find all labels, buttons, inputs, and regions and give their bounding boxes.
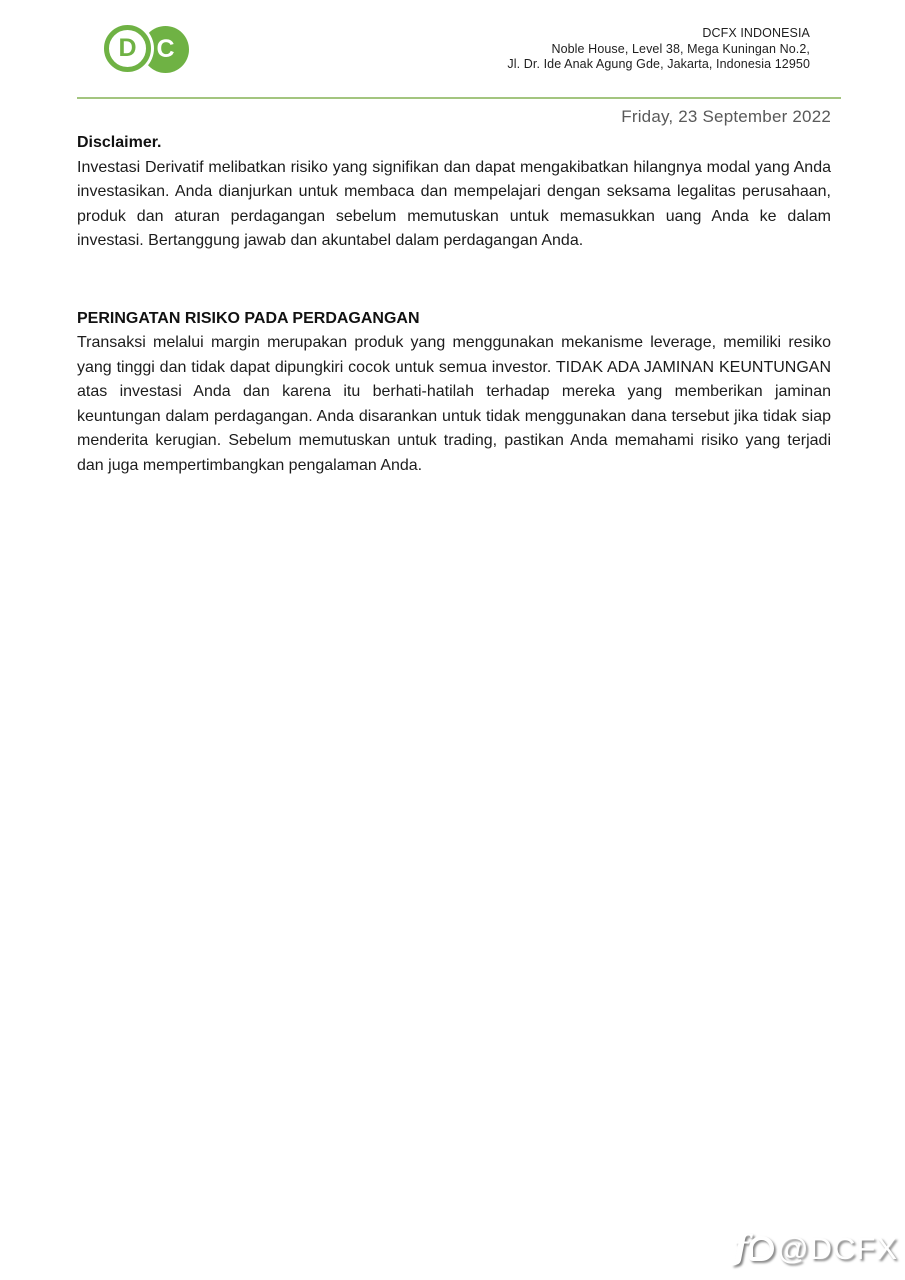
header-divider: [77, 97, 841, 99]
risk-warning-paragraph: Transaksi melalui margin merupakan produk yang menggunakan mekanisme leverage, memiliki resiko yang tinggi dan tidak dapat dipungkiri cocok untuk semua investor. TIDAK ADA JAMINAN KEUNTUNGAN atas investasi Anda dan karena itu berhati-hatilah terhadap mereka yang memberikan jaminan keuntungan dalam perdagangan. Anda disarankan untuk tidak menggunakan dana tersebut jika tidak siap menderita kerugian. Sebelum memutuskan untuk trading, pastikan Anda memahami risiko yang terjadi dan juga mempertimbangkan pengalaman Anda.: [77, 334, 831, 474]
disclaimer-heading: Disclaimer.: [77, 134, 162, 151]
disclaimer-paragraph: Investasi Derivatif melibatkan risiko yang signifikan dan dapat mengakibatkan hilangnya modal yang Anda investasikan. Anda dianjurkan untuk membaca dan mempelajari dengan seksama legalitas perusahaan, produk dan aturan perdagangan sebelum memutuskan untuk memasukkan uang Anda ke dalam investasi. Bertanggung jawab dan akuntabel dalam perdagangan Anda.: [77, 158, 831, 249]
company-address-block: [507, 26, 810, 73]
address-line-2: Jl. Dr. Ide Anak Agung Gde, Jakarta, Indonesia 12950: [507, 57, 810, 71]
address-line-1: Noble House, Level 38, Mega Kuningan No.2,: [551, 41, 810, 56]
document-body: [0, 106, 905, 478]
logo-d-circle: [104, 25, 151, 72]
watermark-handle: @DCFX: [777, 1230, 898, 1266]
facebook-icon: f: [733, 1228, 749, 1268]
page-header: [0, 0, 905, 97]
logo-letter-c: C: [156, 35, 175, 63]
risk-warning-heading: PERINGATAN RISIKO PADA PERDAGANGAN: [77, 309, 420, 327]
messenger-icon: [749, 1236, 774, 1261]
dcfx-logo: [104, 25, 189, 73]
date-line: Friday, 23 September 2022: [621, 107, 831, 126]
social-watermark: [733, 1228, 899, 1268]
logo-letter-d: D: [118, 34, 137, 62]
company-name: DCFX INDONESIA: [702, 26, 810, 40]
